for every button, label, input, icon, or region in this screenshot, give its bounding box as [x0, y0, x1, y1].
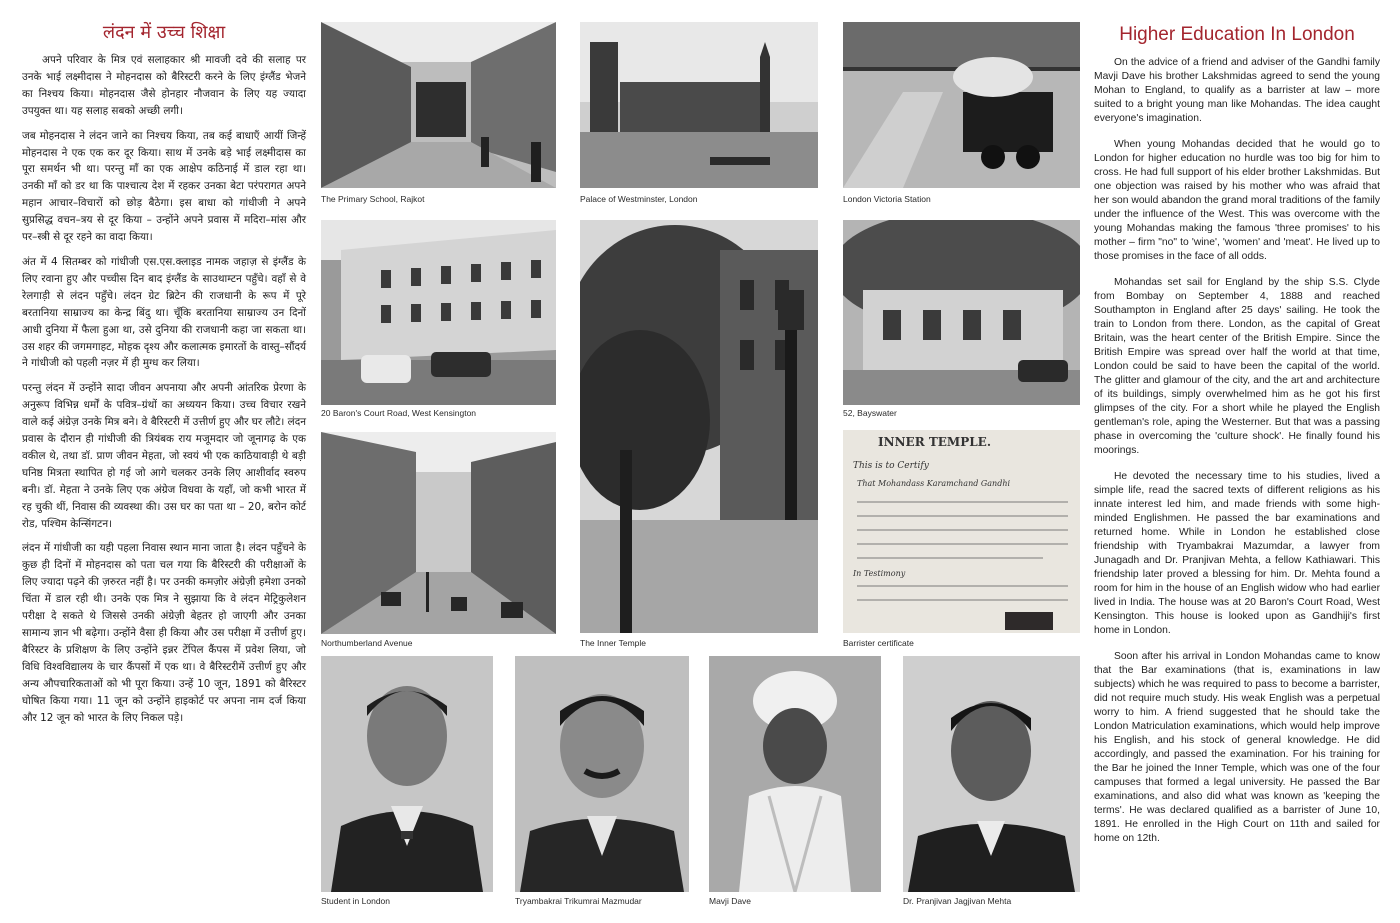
photo-victoria	[843, 22, 1080, 188]
hindi-paragraph-5: लंदन में गांधीजी का यही पहला निवास स्थान माना जाता है। लंदन पहुँचने के कुछ ही दिनों में मोहनदास को पता चल गया कि बैरिस्टरी की परीक्षाओं के लिए ज्यादा पढ़ने की ज़रुरत नहीं है। पर उनकी कमज़ोर अंग्रेज़ी हमेशा उनको चिंता में डाल रही थी। उनके एक मित्र ने सुझाया कि वे लंदन मेट्रिकुलेशन परीक्षा दे सकते थे जिससे उनकी अंग्रेज़ी बेहतर हो जाएगी और उनका सामान्य ज्ञान भी बढ़ेगा। उन्होंने वैसा ही किया और उस परीक्षा में उत्तीर्ण हुए। बैरिस्टर के प्रशिक्षण के लिए उन्होंने इन्नर टेंपिल कैंपस में प्रवेश लिया, जो विधि विश्वविद्यालय के चार कैंपसों में एक था। वे बैरिस्टरीमें उत्तीर्ण हुए और अन्य औपचारिकताओं को भी पूरा किया। उन्हें 10 जून, 1891 को बैरिस्टर घोषित किया गया। 11 जून को उन्होंने हाइकोर्ट पर अपना नाम दर्ज किया और 12 जून को भारत के लिए निकल पड़े।	[22, 542, 306, 724]
certificate-line-3: In Testimony	[853, 569, 906, 578]
photo-barons-court	[321, 220, 556, 405]
photo-primary-school	[321, 22, 556, 188]
caption-inner-temple: The Inner Temple	[580, 638, 646, 648]
certificate-line-2: That Mohandass Karamchand Gandhi	[857, 479, 1011, 488]
english-paragraph-1: On the advice of a friend and adviser of the Gandhi family Mavji Dave his brother Lakshmidas agreed to send the young Mohan to England, to qualify as a barrister at law – more suited to a bright young man like Mohandas. The idea caught everyone's imagination.	[1094, 57, 1380, 124]
hindi-paragraph-1: अपने परिवार के मित्र एवं सलाहकार श्री मावजी दवे की सलाह पर उनके भाई लक्ष्मीदास ने मोहनदास को बैरिस्टरी करने के लिए इंग्लैंड भेजने का निश्चय किया। मोहनदास जैसे होनहार नौजवान के लिए यह ज्यादा उपयुक्त था। यह सलाह सबको अच्छी लगी।	[22, 54, 306, 117]
hindi-paragraph-2: जब मोहनदास ने लंदन जाने का निश्चय किया, तब कई बाधाएँ आयीं जिन्हें मोहनदास ने एक एक कर दूर किया। साथ में उनके बड़े भाई लक्ष्मीदास का पूरा समर्थन भी था। परन्तु माँ का एक आक्षेप कठिनाई में डाल रहा था। उनकी माँ को डर था कि पाश्चात्य देश में रहकर उनका बेटा परंपरागत अपने महान आचार–विचारों को छोड़ बैठेगा। इस बाधा को गांधीजी ने अपने सुप्रसिद्ध वचन–त्रय से दूर किया – उन्होंने अपने प्रवास में मदिरा–मांस और पर–स्त्री से दूर रहने का वादा किया।	[22, 129, 306, 244]
caption-mavji: Mavji Dave	[709, 896, 752, 906]
english-paragraph-5: Soon after his arrival in London Mohandas came to know that the Bar examinations (that is, examinations in law subjects) which he was required to pass to become a barrister, did not require much study. His weak English was a perpetual worry to him. A friend suggested that he should take the London Matriculation examinations, which would help improve his English, and his stock of general knowledge. He did accordingly, and passed the examination. For his training for the Bar he joined the Inner Temple, which was one of the four campuses that formed a legal university. He passed the Bar examinations, and also did what was known as 'keeping the terms'. He was declared qualified as a barrister of June 10, 1891. He enrolled in the High Court on 11th and sailed for home on 12th.	[1094, 651, 1380, 844]
photo-certificate	[843, 430, 1080, 633]
hindi-title: लंदन में उच्च शिक्षा	[102, 22, 226, 43]
photo-student	[321, 656, 493, 892]
caption-westminster: Palace of Westminster, London	[580, 194, 698, 204]
english-paragraph-4: He devoted the necessary time to his studies, lived a simple life, read the sacred texts of different religions as his innate interest led him, and made friends with some high-minded Englishmen. He passed the bar examinations and returned home. While in London he established close friendship with Tryambakrai Mazumdar, a lawyer from Junagadh and Dr. Pranjivan Mehta, a fellow Kathiawari. This friendship later proved a blessing for him. Dr. Mehta found a room for him in the house of an English widow who had earlier lived in India. The house was at 20 Baron's Court Road, West Kensington. This house is looked upon as Gandhiji's first home in London.	[1094, 471, 1380, 636]
caption-primary-school: The Primary School, Rajkot	[321, 194, 425, 204]
english-column	[1094, 20, 1380, 858]
english-title: Higher Education In London	[1119, 24, 1355, 45]
caption-victoria: London Victoria Station	[843, 194, 931, 204]
english-paragraph-3: Mohandas set sail for England by the ship S.S. Clyde from Bombay on September 4, 1888 and reached Southampton in England after 25 days' sailing. He took the train to London from there. London, as the capital of Great Britain, was the heart center of the British Empire. Since the British Empire was spread over half the world at that time, London could be said to have been the capital of the world. The glitter and glamour of the city, and the art and architecture of its buildings, simply overwhelmed him as he got his first glimpses of the city. For a short while he played the English gentleman's role, aping the Westerner. But that was a passing phase in overcoming the 'culture shock'. He finally found his moorings.	[1094, 277, 1380, 456]
photo-northumberland	[321, 432, 556, 634]
caption-certificate: Barrister certificate	[843, 638, 914, 648]
certificate-heading: INNER TEMPLE.	[878, 435, 991, 449]
caption-tryambakrai: Tryambakrai Trikumrai Mazmudar	[515, 896, 642, 906]
caption-pranjivan: Dr. Pranjivan Jagjivan Mehta	[903, 896, 1012, 906]
photo-tryambakrai	[515, 656, 689, 892]
photo-westminster	[580, 22, 818, 188]
photo-bayswater	[843, 220, 1080, 405]
photo-inner-temple	[580, 220, 818, 633]
caption-bayswater: 52, Bayswater	[843, 408, 897, 418]
caption-northumberland: Northumberland Avenue	[321, 638, 413, 648]
caption-student: Student in London	[321, 896, 391, 906]
hindi-paragraph-4: परन्तु लंदन में उन्होंने सादा जीवन अपनाया और अपनी आंतरिक प्रेरणा के अनुरूप विभिन्न धर्मों के पवित्र–ग्रंथों का अध्ययन किया। उच्च विचार रखने वाले कई अंग्रेज़ उनके मित्र बने। वे बैरिस्टरी में उत्तीर्ण हुए और घर लौटे। लंदन प्रवास के दौरान ही गांधीजी की त्रियंबक राय मजूमदार जो जूनागढ़ के एक वकील थे, तथा डॉ. प्राण जीवन मेहता, जो स्वयं भी एक काठियावाड़ी थे बड़ी घनिष्ठ मित्रता स्थापित हो गई जो आगे चलकर उनके लिए आशीर्वाद स्वरुप बनी। डॉ. मेहता ने उनके लिए एक अंग्रेज विधवा के यहाँ, जो कभी भारत में रह चुकी थीं, निवास की व्यवस्था की। उस घर का पता था – 20, बरोन कोर्ट रोड, पश्चिम केन्सिंगटन।	[22, 382, 306, 530]
certificate-line-1: This is to Certify	[853, 461, 929, 471]
photo-pranjivan	[903, 656, 1080, 892]
english-paragraph-2: When young Mohandas decided that he would go to London for higher education no hurdle was too big for him to cross. He had full support of his elder brother Lakshmidas. But one objection was raised by his mother who was afraid that her son would abandon the grand moral traditions of the family under the influence of the West. This was overcome with the young Mohandas making the famous 'three promises' to his mother – firm "no" to 'wine', 'women' and 'meat'. He lived up to those promises in the face of all odds.	[1094, 139, 1380, 262]
photo-mavji	[709, 656, 881, 892]
hindi-column	[22, 20, 306, 734]
hindi-paragraph-3: अंत में 4 सितम्बर को गांधीजी एस.एस.क्लाइड नामक जहाज़ से इंग्लैंड के लिए रवाना हुए और पच्चीस दिन बाद इंग्लैंड के साउथाम्टन पहुँचे। वहाँ से वे रेलगाड़ी से लंदन पहुँचे। लंदन ग्रेट ब्रिटेन की राजधानी के रूप में पूरे बरतानिया साम्राज्य का केन्द्र बिंदु था। चूँकि बरतानिया साम्राज्य उन दिनों आधी दुनिया में फैला हुआ था, उसे दुनिया की राजधानी कहा जा सकता था। उस शहर की जगमगाहट, मोहक दृश्य और कलात्मक इमारतों के वास्तु–सौंदर्य ने गांधीजी को पहली नज़र में ही मुग्ध कर लिया।	[22, 255, 306, 370]
caption-barons-court: 20 Baron's Court Road, West Kensington	[321, 408, 477, 418]
